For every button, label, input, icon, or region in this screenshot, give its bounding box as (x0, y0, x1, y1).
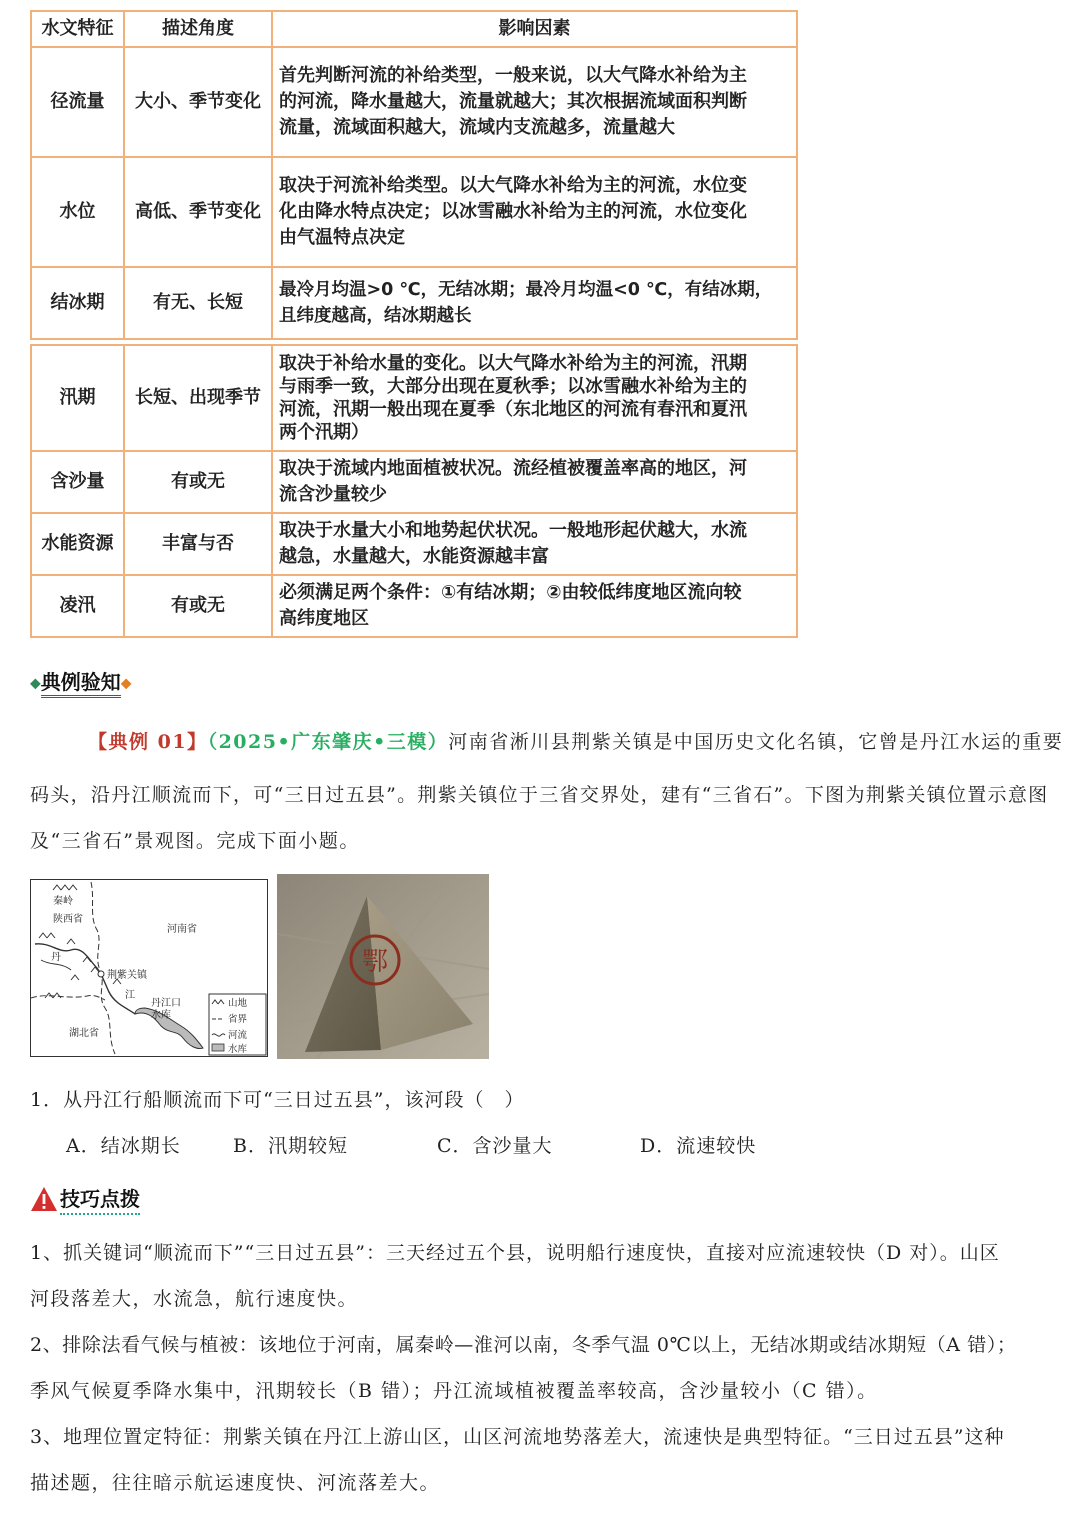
table-row (31, 267, 797, 339)
tip-line: 1、抓关键词“顺流而下”“三日过五县”：三天经过五个县，说明船行速度快，直接对应流速较快（D 对）。山区 (30, 1242, 1000, 1264)
row-factors (272, 513, 797, 575)
row-factors (272, 157, 797, 267)
hydrology-table (30, 10, 796, 638)
label-qinling: 秦岭 (53, 896, 73, 907)
legend-label: 省界 (228, 1014, 248, 1025)
row-aspect: 有或无 (124, 575, 272, 637)
map-legend (209, 994, 266, 1055)
factor-line: 高纬度地区 (279, 608, 369, 629)
factor-line: 与雨季一致，大部分出现在夏秋季；以冰雪融水补给为主的 (279, 376, 747, 397)
factor-line: 河流，汛期一般出现在夏季（东北地区的河流有春汛和夏汛 (279, 399, 747, 420)
row-aspect: 丰富与否 (124, 513, 272, 575)
row-factors (272, 47, 797, 157)
factor-line: 流含沙量较少 (279, 484, 387, 505)
diamond-bullet-icon: ◆ (120, 675, 132, 692)
section-title: 技巧点拨 (60, 1183, 140, 1215)
label-shaanxi: 陕西省 (53, 914, 83, 925)
map-drawing (31, 880, 267, 1056)
factor-line: 最冷月均温>0 ℃，无结冰期；最冷月均温<0 ℃，有结冰期， (279, 280, 773, 300)
factor-line: 取决于河流补给类型。以大气降水补给为主的河流，水位变 (279, 175, 747, 196)
tip-line: 河段落差大，水流急，航行速度快。 (30, 1288, 359, 1310)
tip-line: 3、地理位置定特征：荆紫关镇在丹江上游山区，山区河流地势落差大，流速快是典型特征。“三日过五县”这种 (30, 1426, 1005, 1448)
option-b[interactable]: B．汛期较短 (233, 1135, 348, 1157)
legend-reservoir-icon (212, 1044, 224, 1051)
factor-line: 化由降水特点决定；以冰雪融水补给为主的河流，水位变化 (279, 201, 747, 222)
location-map (30, 879, 268, 1057)
row-factors (272, 345, 797, 451)
legend-label: 水库 (228, 1044, 248, 1055)
table-header-row (31, 11, 797, 47)
header-factors: 影响因素 (272, 11, 797, 47)
table-row (31, 451, 797, 513)
row-feature: 含沙量 (31, 451, 124, 513)
row-feature: 汛期 (31, 345, 124, 451)
row-feature: 结冰期 (31, 267, 124, 339)
label-hubei: 湖北省 (69, 1028, 99, 1039)
label-jiang: 江 (125, 990, 135, 1001)
row-feature: 凌汛 (31, 575, 124, 637)
example-line-3: 及“三省石”景观图。完成下面小题。 (30, 830, 360, 852)
header-feature: 水文特征 (31, 11, 124, 47)
row-factors (272, 267, 797, 339)
tip-line: 2、排除法看气候与植被：该地位于河南，属秦岭—淮河以南，冬季气温 0℃以上，无结冰期或结冰期短（A 错）； (30, 1334, 1017, 1356)
option-a[interactable]: A．结冰期长 (66, 1135, 181, 1157)
factor-line: 首先判断河流的补给类型，一般来说，以大气降水补给为主 (279, 65, 747, 86)
row-aspect: 有无、长短 (124, 267, 272, 339)
question-text: 1．从丹江行船顺流而下可“三日过五县”，该河段（ ） (30, 1089, 525, 1111)
row-feature: 水能资源 (31, 513, 124, 575)
tip-line: 季风气候夏季降水集中，汛期较长（B 错）；丹江流域植被覆盖率较高，含沙量较小（C 错）。 (30, 1380, 878, 1402)
factor-line: 越急，水量越大，水能资源越丰富 (279, 546, 549, 567)
row-aspect: 高低、季节变化 (124, 157, 272, 267)
table-row (31, 47, 797, 157)
row-feature: 水位 (31, 157, 124, 267)
three-province-stone-photo (277, 874, 489, 1059)
option-d[interactable]: D．流速较快 (640, 1135, 757, 1157)
factor-line: 的河流，降水量越大，流量就越大；其次根据流域面积判断 (279, 91, 747, 112)
warning-icon (30, 1186, 58, 1212)
table-row (31, 513, 797, 575)
table-row (31, 575, 797, 637)
stone-seal-character: 鄂 (361, 947, 389, 977)
section-title: 典例验知 (41, 670, 121, 698)
legend-label: 河流 (228, 1030, 248, 1041)
province-border (31, 995, 105, 1000)
section-heading-tips (30, 1183, 140, 1215)
row-aspect: 大小、季节变化 (124, 47, 272, 157)
row-factors (272, 575, 797, 637)
factor-line: 取决于补给水量的变化。以大气降水补给为主的河流，汛期 (279, 353, 747, 374)
label-henan: 河南省 (167, 924, 197, 935)
label-reservoir-2: 水库 (151, 1010, 171, 1021)
example-source: （2025•广东肇庆•三模） (207, 731, 449, 753)
example-tag: 【典例 01】 (88, 731, 208, 753)
row-aspect: 有或无 (124, 451, 272, 513)
table-row (31, 345, 797, 451)
stone-drawing (277, 874, 489, 1059)
factor-line: 流量，流域面积越大，流域内支流越多，流量越大 (279, 117, 675, 138)
example-text: 河南省淅川县荆紫关镇是中国历史文化名镇，它曾是丹江水运的重要 (448, 731, 1064, 753)
label-dan: 丹 (51, 952, 61, 963)
label-reservoir-1: 丹江口 (151, 998, 181, 1009)
example-line-1 (88, 727, 1063, 754)
factor-line: 取决于水量大小和地势起伏状况。一般地形起伏越大，水流 (279, 520, 747, 541)
header-aspect: 描述角度 (124, 11, 272, 47)
example-line-2: 码头，沿丹江顺流而下，可“三日过五县”。荆紫关镇位于三省交界处，建有“三省石”。下图为荆紫关镇位置示意图 (30, 784, 1049, 806)
factor-line: 必须满足两个条件：①有结冰期；②由较低纬度地区流向较 (279, 582, 742, 603)
tip-line: 描述题，往往暗示航运速度快、河流落差大。 (30, 1472, 441, 1494)
factor-line: 且纬度越高，结冰期越长 (279, 306, 472, 326)
town-marker (98, 971, 104, 977)
legend-label: 山地 (228, 998, 248, 1009)
row-factors (272, 451, 797, 513)
factor-line: 两个汛期） (279, 422, 369, 443)
label-town: 荆紫关镇 (107, 970, 147, 981)
diamond-bullet-icon: ◆ (30, 675, 41, 692)
factor-line: 取决于流域内地面植被状况。流经植被覆盖率高的地区，河 (279, 458, 747, 479)
section-heading-examples (30, 666, 132, 695)
table-row (31, 157, 797, 267)
row-aspect: 长短、出现季节 (124, 345, 272, 451)
mountain-symbols (39, 885, 121, 998)
option-c[interactable]: C．含沙量大 (437, 1135, 553, 1157)
row-feature: 径流量 (31, 47, 124, 157)
factor-line: 由气温特点决定 (279, 227, 405, 248)
